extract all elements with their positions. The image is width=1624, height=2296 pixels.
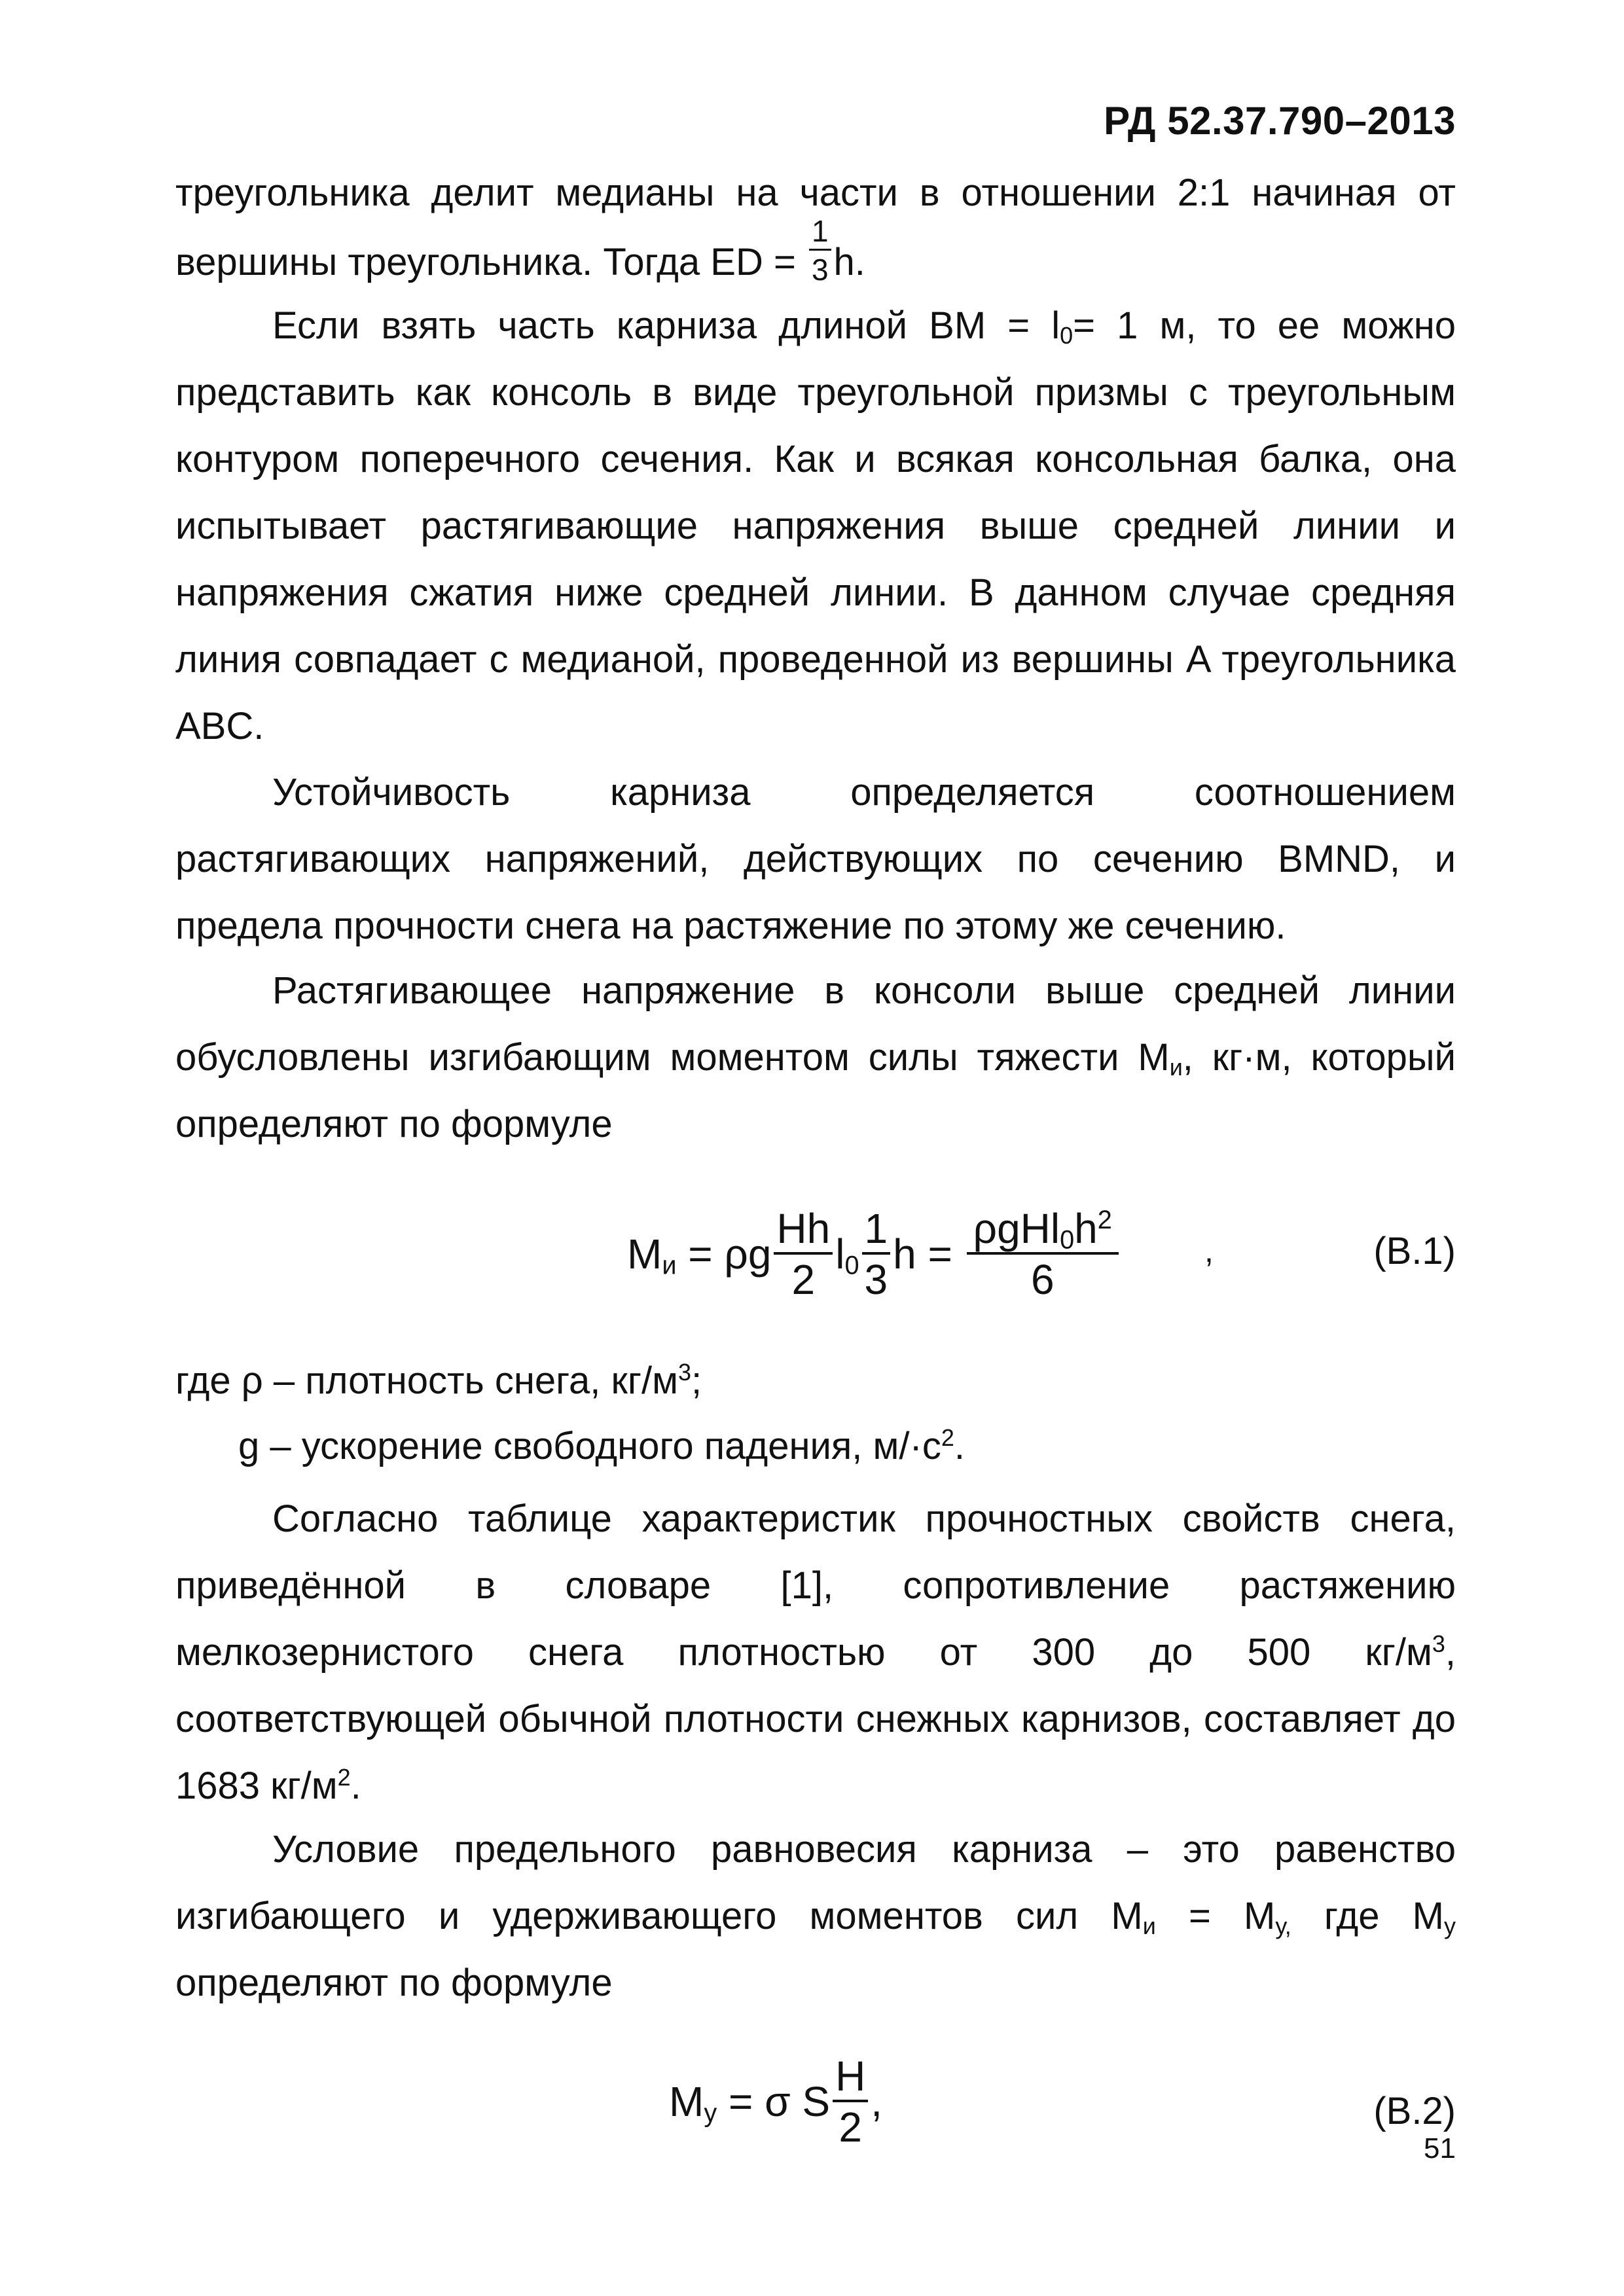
fraction-denominator: 6: [967, 1252, 1119, 1300]
p1-part-a: Если взять часть карниза длиной BM = l: [272, 304, 1060, 347]
document-number: РД 52.37.790–2013: [1104, 99, 1456, 143]
equation-number-b1: (В.1): [1373, 1230, 1456, 1272]
paragraph-4: [175, 1486, 1456, 1820]
line2-after: h.: [833, 241, 865, 283]
paragraph-4-text: Согласно таблице характеристик прочностных свойств снега, приведённой в словаре [1], сопротивление растяжению мелкозернистого снега плотностью от 300 до 500 $кг/м^3$, соответствующей обычной плотности снежных карнизов, составляет до 1683 $кг/м^2$.: [175, 1498, 1456, 1807]
formula-b2-rhs: = σ S: [728, 2078, 831, 2125]
formula-b1-comma: ,: [1204, 1232, 1214, 1269]
equation-number-b2: (В.2): [1373, 2090, 1456, 2132]
paragraph-1: [175, 293, 1456, 760]
paragraph-2: [175, 759, 1456, 960]
paragraph-3: [175, 958, 1456, 1158]
p3-part-a: Растягивающее напряжение в консоли выше средней линии обусловлены изгибающим моментом силы тяжести M: [175, 969, 1456, 1079]
paragraph-5: [175, 1816, 1456, 2017]
formula-b1-h-eq: h =: [893, 1230, 952, 1278]
where-g: g – ускорение свободного падения, $м/\cdot с^2$.: [238, 1424, 965, 1467]
paragraph-3-text: [175, 958, 1456, 1158]
formula-b1-l0: $l_0$: [835, 1230, 859, 1280]
line2-text: вершины треугольника. Тогда ED =: [175, 241, 796, 283]
fraction-one-third: [809, 216, 831, 285]
formula-b2-lhs: $M_у$: [669, 2078, 717, 2128]
paragraph-2-text: Устойчивость карниза определяется соотношением растягивающих напряжений, действующих по сечению BMND, и предела прочности снега на растяжение по этому же сечению.: [175, 771, 1456, 947]
fraction-denominator: 3: [862, 1252, 891, 1300]
fraction-h-over-2: [833, 2053, 868, 2151]
fraction-hh-over-2: [774, 1205, 833, 1303]
fraction-numerator: Hh: [776, 1205, 831, 1252]
fraction-denominator: 2: [774, 1252, 833, 1300]
paragraph-continuation-line2: [175, 216, 865, 285]
fraction-result: [967, 1205, 1119, 1303]
fraction-numerator: 1: [864, 1205, 888, 1252]
paragraph-continuation-line1: треугольника делит медианы на части в отношении 2:1 начиная от: [175, 171, 1456, 214]
formula-b1: [627, 1205, 1121, 1303]
p1-sub: 0: [1060, 321, 1074, 349]
fraction-numerator: $\rho gHl_0h^2$: [973, 1205, 1112, 1255]
formula-b2: [669, 2053, 883, 2151]
fraction-denominator: 3: [809, 249, 831, 285]
paragraph-5-text: Условие предельного равновесия карниза – это равенство изгибающего и удерживающего моментов сил $M_и = M_{у,}$ где $M_у$ определяют по формуле: [175, 1828, 1456, 2004]
formula-b1-lhs: $M_и$: [627, 1230, 677, 1280]
fraction-numerator: H: [835, 2053, 866, 2100]
formula-b1-eq1: = ρg: [688, 1230, 772, 1278]
p3-sub: и: [1169, 1053, 1183, 1081]
formula-b2-comma: ,: [871, 2078, 883, 2125]
p3-part-b: , кг·м, который определяют по формуле: [175, 1036, 1456, 1145]
page-number: 51: [1424, 2132, 1456, 2164]
fraction-1-over-3: [862, 1205, 891, 1303]
fraction-numerator: 1: [811, 214, 829, 248]
paragraph-1-text: [175, 293, 1456, 760]
where-rho: где ρ – плотность снега, $кг/м^3$;: [175, 1359, 702, 1402]
fraction-denominator: 2: [833, 2100, 868, 2148]
p1-part-b: = 1 м, то ее можно представить как консоль в виде треугольной призмы с треугольным контуром поперечного сечения. Как и всякая консольная балка, она испытывает растягивающие напряжения выше средней линии и напряжения сжатия ниже средней линии. В данном случае средняя линия совпадает с медианой, проведенной из вершины A треугольника ABC.: [175, 304, 1456, 747]
